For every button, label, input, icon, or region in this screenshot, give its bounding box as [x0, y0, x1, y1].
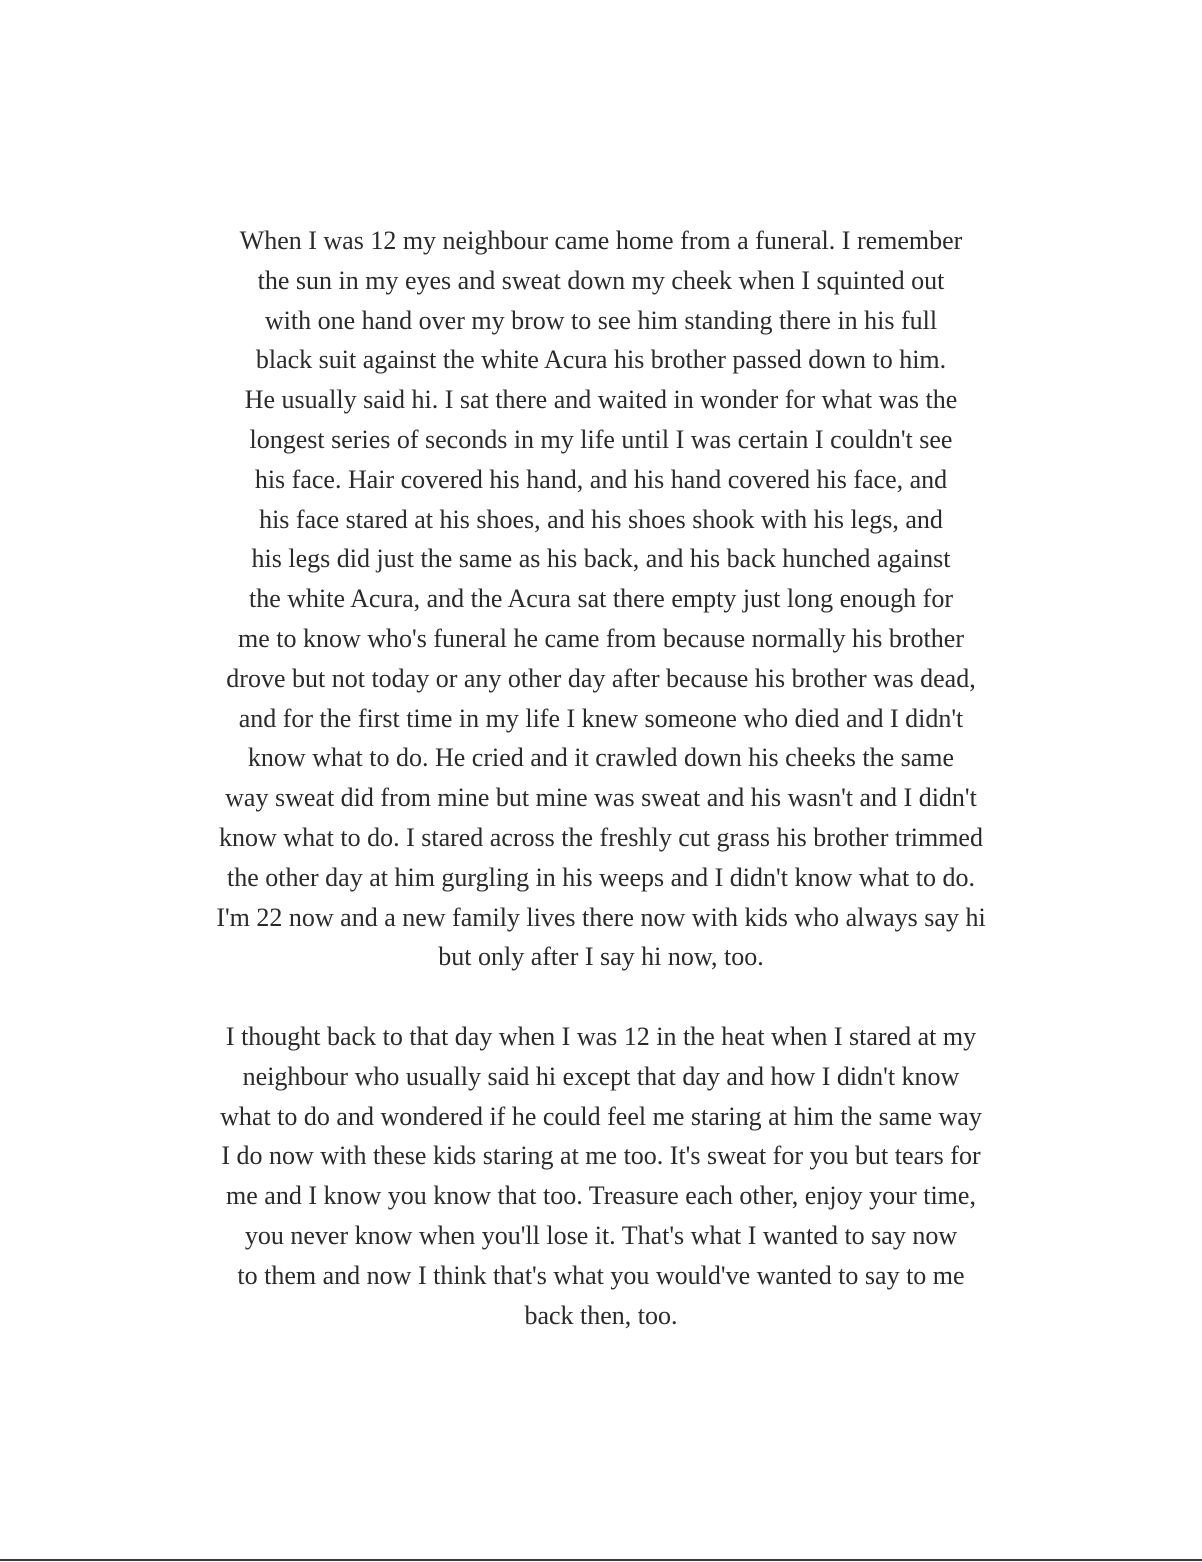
text-line: longest series of seconds in my life until I was certain I couldn't see [249, 424, 953, 454]
text-line: He usually said hi. I sat there and waited in wonder for what was the [244, 385, 958, 415]
text-line: neighbour who usually said hi except that day and how I didn't know [242, 1061, 960, 1091]
text-line: me to know who's funeral he came from because normally his brother [238, 623, 964, 653]
text-line: know what to do. He cried and it crawled down his cheeks the same [247, 743, 955, 773]
text-line: way sweat did from mine but mine was sweat and his wasn't and I didn't [225, 783, 977, 813]
paragraph-1 [100, 221, 1102, 977]
text-line: back then, too. [524, 1300, 678, 1330]
text-line: what to do and wondered if he could feel me staring at him the same way [220, 1101, 982, 1131]
text-line: his legs did just the same as his back, and his back hunched against [251, 544, 951, 574]
text-line: his face stared at his shoes, and his shoes shook with his legs, and [259, 504, 943, 534]
text-line: the white Acura, and the Acura sat there empty just long enough for [249, 584, 953, 614]
text-line: to them and now I think that's what you would've wanted to say to me [237, 1260, 965, 1290]
text-line: the sun in my eyes and sweat down my cheek when I squinted out [257, 265, 945, 295]
text-line: When I was 12 my neighbour came home from a funeral. I remember [239, 226, 963, 255]
text-line: black suit against the white Acura his brother passed down to him. [255, 345, 947, 375]
text-line: the other day at him gurgling in his weeps and I didn't know what to do. [227, 862, 975, 892]
text-line: but only after I say hi now, too. [438, 942, 764, 972]
text-line: you never know when you'll lose it. That's what I wanted to say now [244, 1220, 958, 1250]
text-line: I thought back to that day when I was 12 in the heat when I stared at my [225, 1022, 977, 1051]
text-line: with one hand over my brow to see him standing there in his full [264, 305, 938, 335]
text-line: drove but not today or any other day after because his brother was dead, [226, 663, 976, 693]
text-line: know what to do. I stared across the freshly cut grass his brother trimmed [219, 822, 983, 852]
text-line: and for the first time in my life I knew someone who died and I didn't [238, 703, 964, 733]
text-line: I'm 22 now and a new family lives there now with kids who always say hi [216, 902, 986, 932]
text-line: me and I know you know that too. Treasure each other, enjoy your time, [226, 1181, 976, 1211]
text-line: his face. Hair covered his hand, and his hand covered his face, and [254, 464, 948, 494]
paragraph-2 [100, 1017, 1102, 1335]
page-bottom-border [0, 1559, 1202, 1561]
text-line: I do now with these kids staring at me too. It's sweat for you but tears for [221, 1141, 981, 1171]
